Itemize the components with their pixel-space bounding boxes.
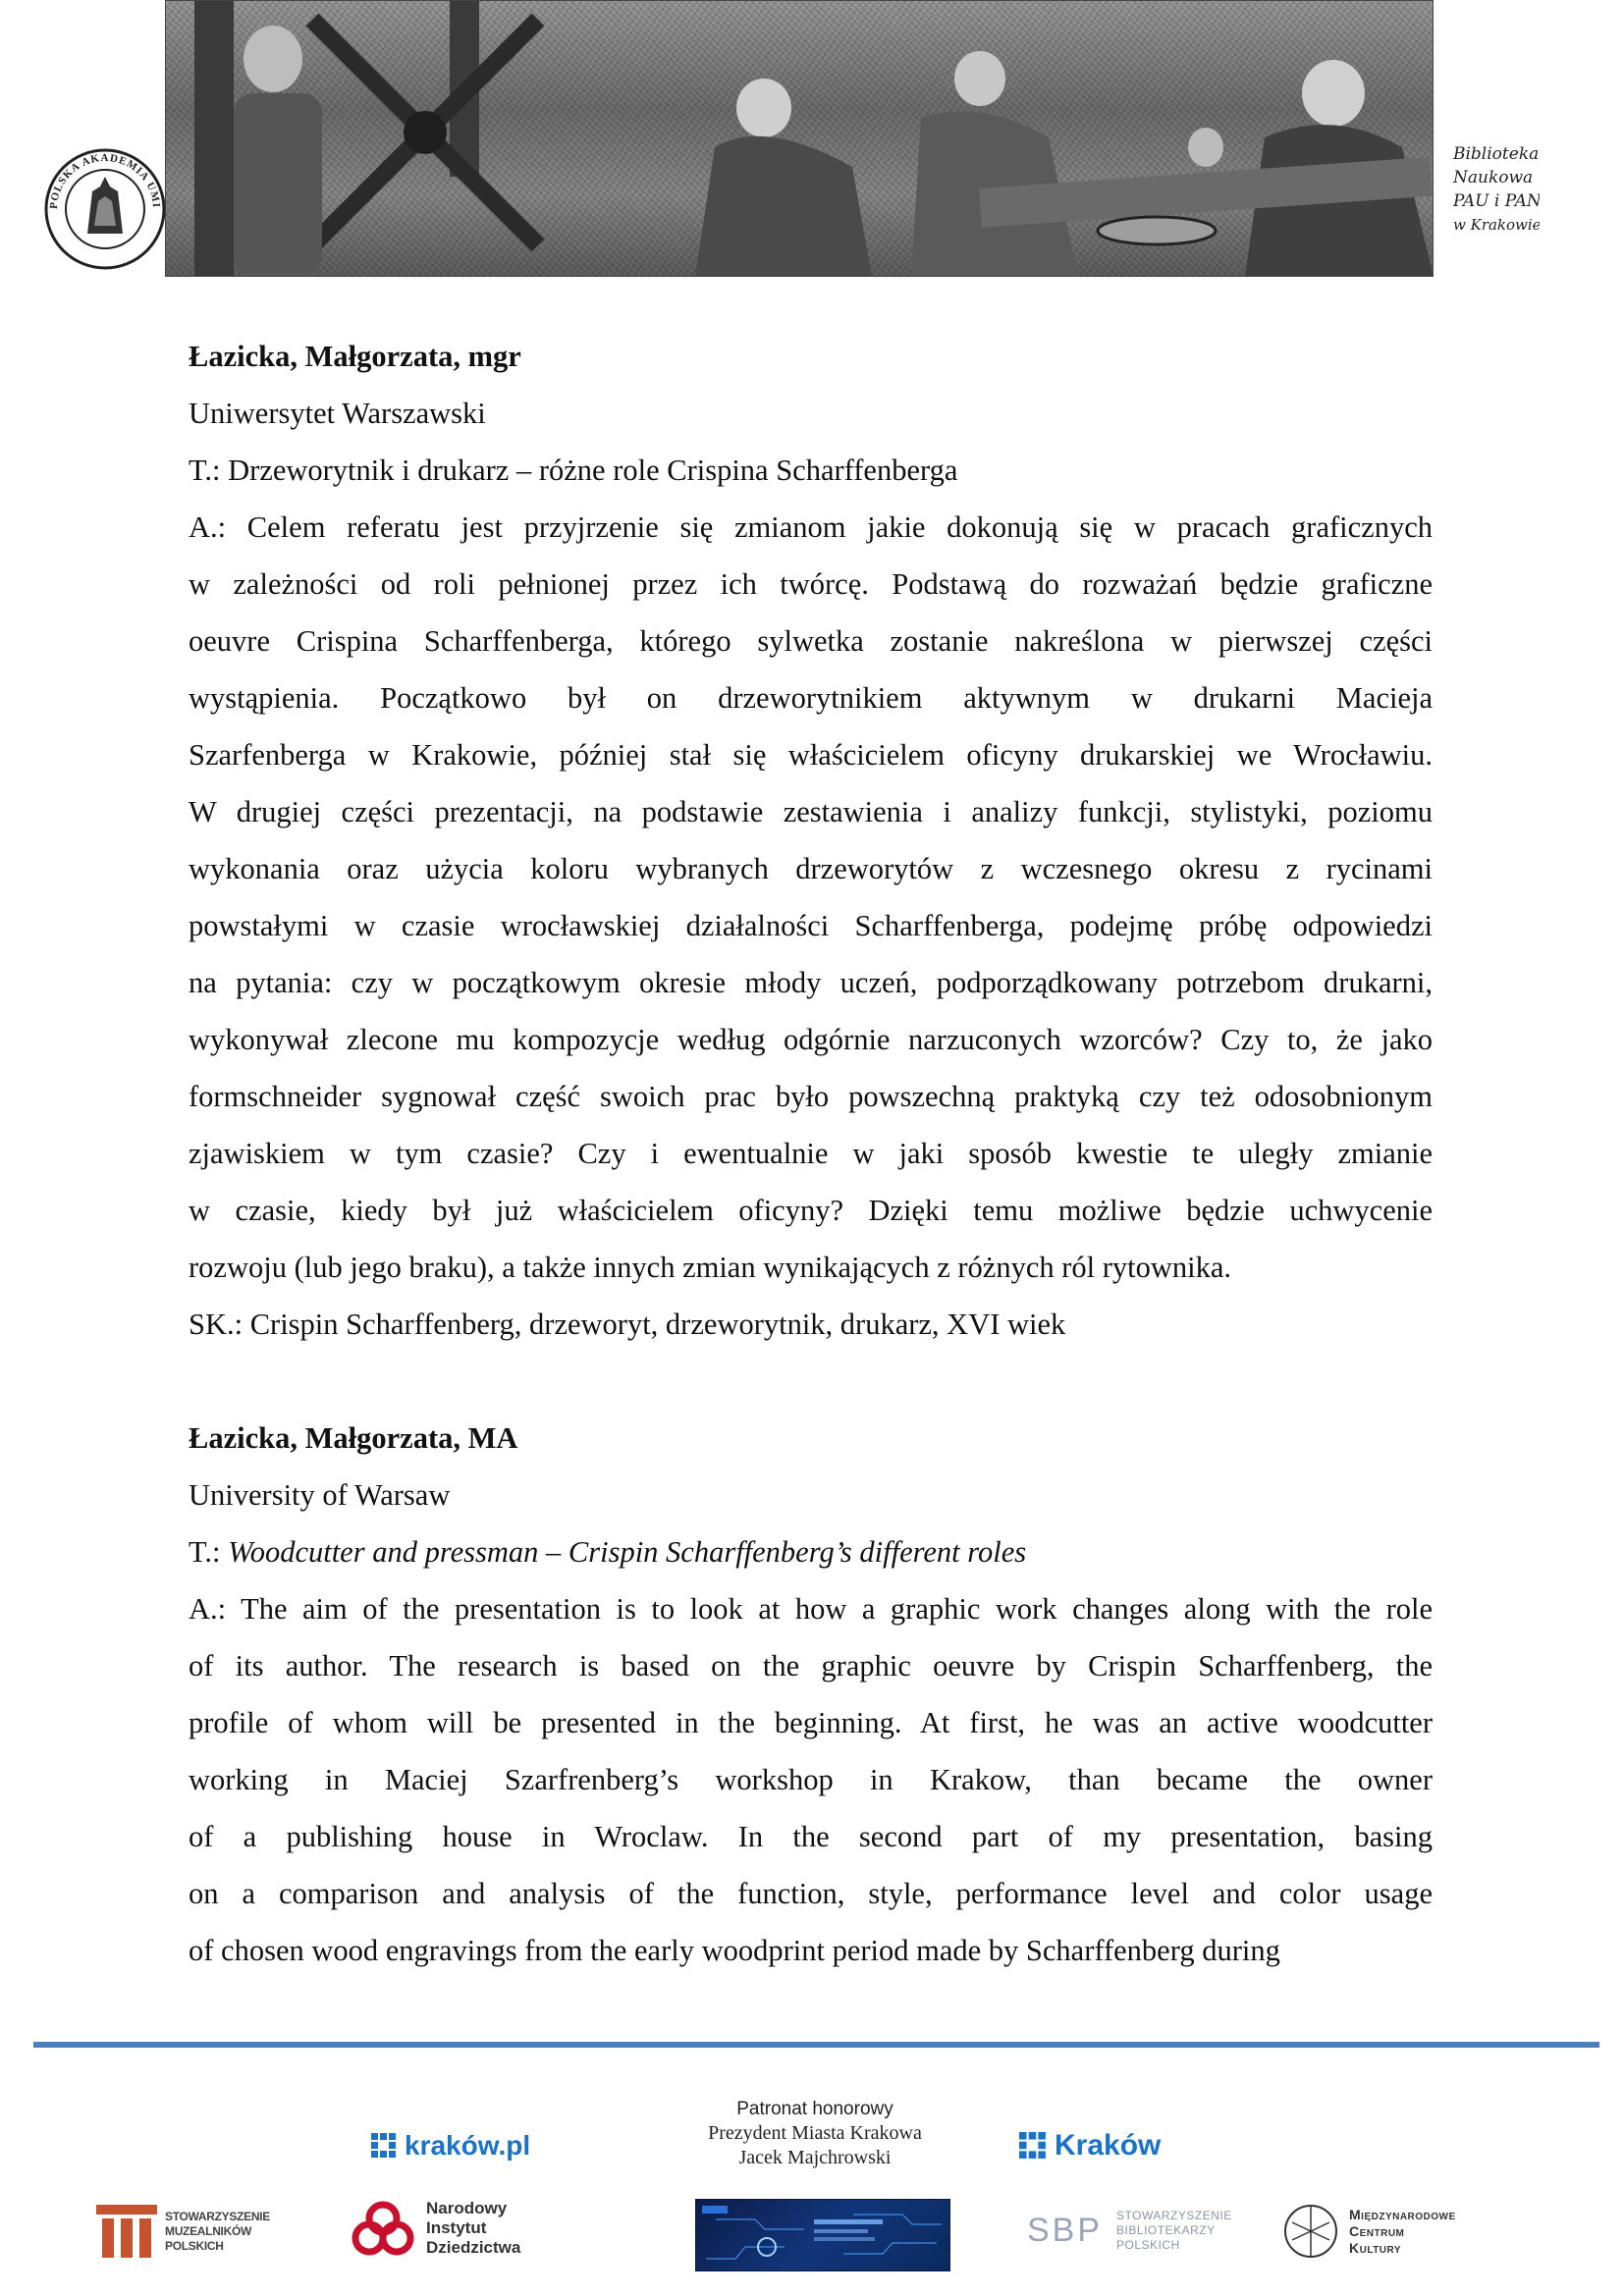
title-text: Drzeworytnik i drukarz – różne role Crispina Scharffenberga (228, 454, 958, 487)
abstract-line: wykonania oraz użycia koloru wybranych drzeworytów z wczesnego okresu z rycinami (189, 852, 1433, 885)
abstract-line: profile of whom will be presented in the beginning. At first, he was an active woodcutter (189, 1706, 1433, 1739)
talk-title (189, 442, 1433, 499)
nid-logo (352, 2199, 520, 2258)
abstract-line: of chosen wood engravings from the early woodprint period made by Scharffenberg during (189, 1934, 1280, 1967)
mck-circle-icon (1282, 2203, 1339, 2260)
header-engraving-image (165, 0, 1434, 277)
abstract-line: formschneider sygnował część swoich prac było powszechną praktyką czy też odosobnionym (189, 1080, 1433, 1113)
patronage-label: Patronat honorowy (736, 2099, 893, 2119)
museums-association-logo (96, 2205, 270, 2258)
mck-logo (1282, 2203, 1456, 2260)
patronage-person-line: Jacek Majchrowski (738, 2147, 892, 2168)
abstract-line: w zależności od roli pełnionej przez ich twórcę. Podstawą do rozważań będzie graficzne (189, 567, 1433, 601)
nid-knot-icon (352, 2199, 414, 2258)
title-text: Woodcutter and pressman – Crispin Scharffenberg’s different roles (228, 1535, 1027, 1569)
author-name: Łazicka, Małgorzata, MA (189, 1421, 518, 1455)
affiliation: University of Warsaw (189, 1478, 451, 1512)
affiliation: Uniwersytet Warszawski (189, 397, 486, 430)
abstract-line: w czasie, kiedy był już właścicielem oficyny? Dzięki temu możliwe będzie uchwycenie (189, 1194, 1433, 1227)
circuit-pattern-icon (696, 2200, 949, 2270)
section-gap (189, 1353, 1433, 1410)
title-prefix: T.: (189, 454, 229, 487)
abstract-line: wystąpienia. Początkowo był on drzeworytnikiem aktywnym w drukarni Macieja (189, 681, 1433, 715)
krakow-grid-icon (1019, 2132, 1047, 2160)
nid-logo-line: Narodowy (426, 2199, 508, 2217)
sbp-abbr: SBP (1027, 2212, 1104, 2249)
sbp-logo-line: POLSKICH (1116, 2238, 1180, 2252)
abstract-line: oeuvre Crispina Scharffenberga, którego sylwetka zostanie nakreślona w pierwszej części (189, 624, 1433, 658)
honorary-patronage (687, 2097, 943, 2170)
krakow-text: Kraków (1055, 2129, 1162, 2162)
pau-seal-logo (43, 147, 167, 271)
footer-divider (33, 2042, 1599, 2048)
abstract-line: powstałymi w czasie wrocławskiej działalności Scharffenberga, podejmę próbę odpowiedzi (189, 909, 1433, 942)
abstract-line: rozwoju (lub jego braku), a także innych zmian wynikających z różnych ról rytownika. (189, 1251, 1232, 1284)
nid-logo-line: Instytut (426, 2218, 487, 2237)
sbp-logo-line: STOWARZYSZENIE (1116, 2209, 1232, 2222)
keywords: SK.: Crispin Scharffenberg, drzeworyt, drzeworytnik, drukarz, XVI wiek (189, 1308, 1066, 1341)
abstract-line: A.: Celem referatu jest przyjrzenie się zmianom jakie dokonują się w pracach graficznych (189, 510, 1433, 544)
abstract-content (189, 328, 1433, 1979)
krakow-pl-text: kraków.pl (405, 2130, 531, 2161)
abstract-line: wykonywał zlecone mu kompozycje według odgórnie narzuconych wzorców? Czy to, że jako (189, 1023, 1433, 1056)
library-logo-line: w Krakowie (1453, 216, 1540, 234)
mck-logo-line: Centrum (1349, 2222, 1405, 2239)
abstract-line: A.: The aim of the presentation is to look at how a graphic work changes along with the role (189, 1592, 1433, 1626)
columns-icon (96, 2205, 157, 2258)
mck-logo-line: Międzynarodowe (1349, 2206, 1456, 2222)
krakow-logo (1019, 2128, 1161, 2163)
title-prefix: T.: (189, 1535, 229, 1569)
abstract-line: on a comparison and analysis of the function, style, performance level and color usage (189, 1877, 1433, 1910)
abstract-line: Szarfenberga w Krakowie, później stał się właścicielem oficyny drukarskiej we Wrocławiu. (189, 738, 1433, 772)
biblioteka-naukowa-logo (1451, 137, 1540, 245)
abstract-line: working in Maciej Szarfrenberg’s workshop in Krakow, than became the owner (189, 1763, 1433, 1796)
library-logo-line: Biblioteka (1453, 144, 1540, 164)
abstract-line: na pytania: czy w początkowym okresie młody uczeń, podporządkowany potrzebom drukarni, (189, 966, 1433, 999)
abstract-line: W drugiej części prezentacji, na podstawie zestawienia i analizy funkcji, stylistyki, poziomu (189, 795, 1433, 828)
museums-logo-line: MUZEALNIKÓW (165, 2223, 252, 2238)
abstract-line: of a publishing house in Wroclaw. In the second part of my presentation, basing (189, 1820, 1433, 1853)
sbp-logo-line: BIBLIOTEKARZY (1116, 2223, 1216, 2237)
mck-logo-line: Kultury (1349, 2239, 1402, 2256)
library-logo-line: Naukowa (1453, 168, 1534, 187)
pau-seal-text: POLSKA AKADEMIA UMI (47, 151, 163, 210)
patronage-person-line: Prezydent Miasta Krakowa (708, 2122, 922, 2144)
nid-logo-line: Dziedzictwa (426, 2238, 521, 2257)
krakow-pl-logo (371, 2128, 530, 2163)
krakow-grid-icon (371, 2133, 397, 2159)
library-logo-line: PAU i PAN (1453, 191, 1540, 211)
sbp-logo (1027, 2209, 1232, 2253)
abstract-line: of its author. The research is based on the graphic oeuvre by Crispin Scharffenberg, the (189, 1649, 1433, 1682)
talk-title (189, 1523, 1433, 1580)
museums-logo-line: STOWARZYSZENIE (165, 2209, 270, 2223)
museums-logo-line: POLSKICH (165, 2238, 224, 2253)
author-name: Łazicka, Małgorzata, mgr (189, 340, 521, 373)
science-event-banner (695, 2199, 950, 2271)
abstract-line: zjawiskiem w tym czasie? Czy i ewentualnie w jaki sposób kwestie te uległy zmianie (189, 1137, 1433, 1170)
